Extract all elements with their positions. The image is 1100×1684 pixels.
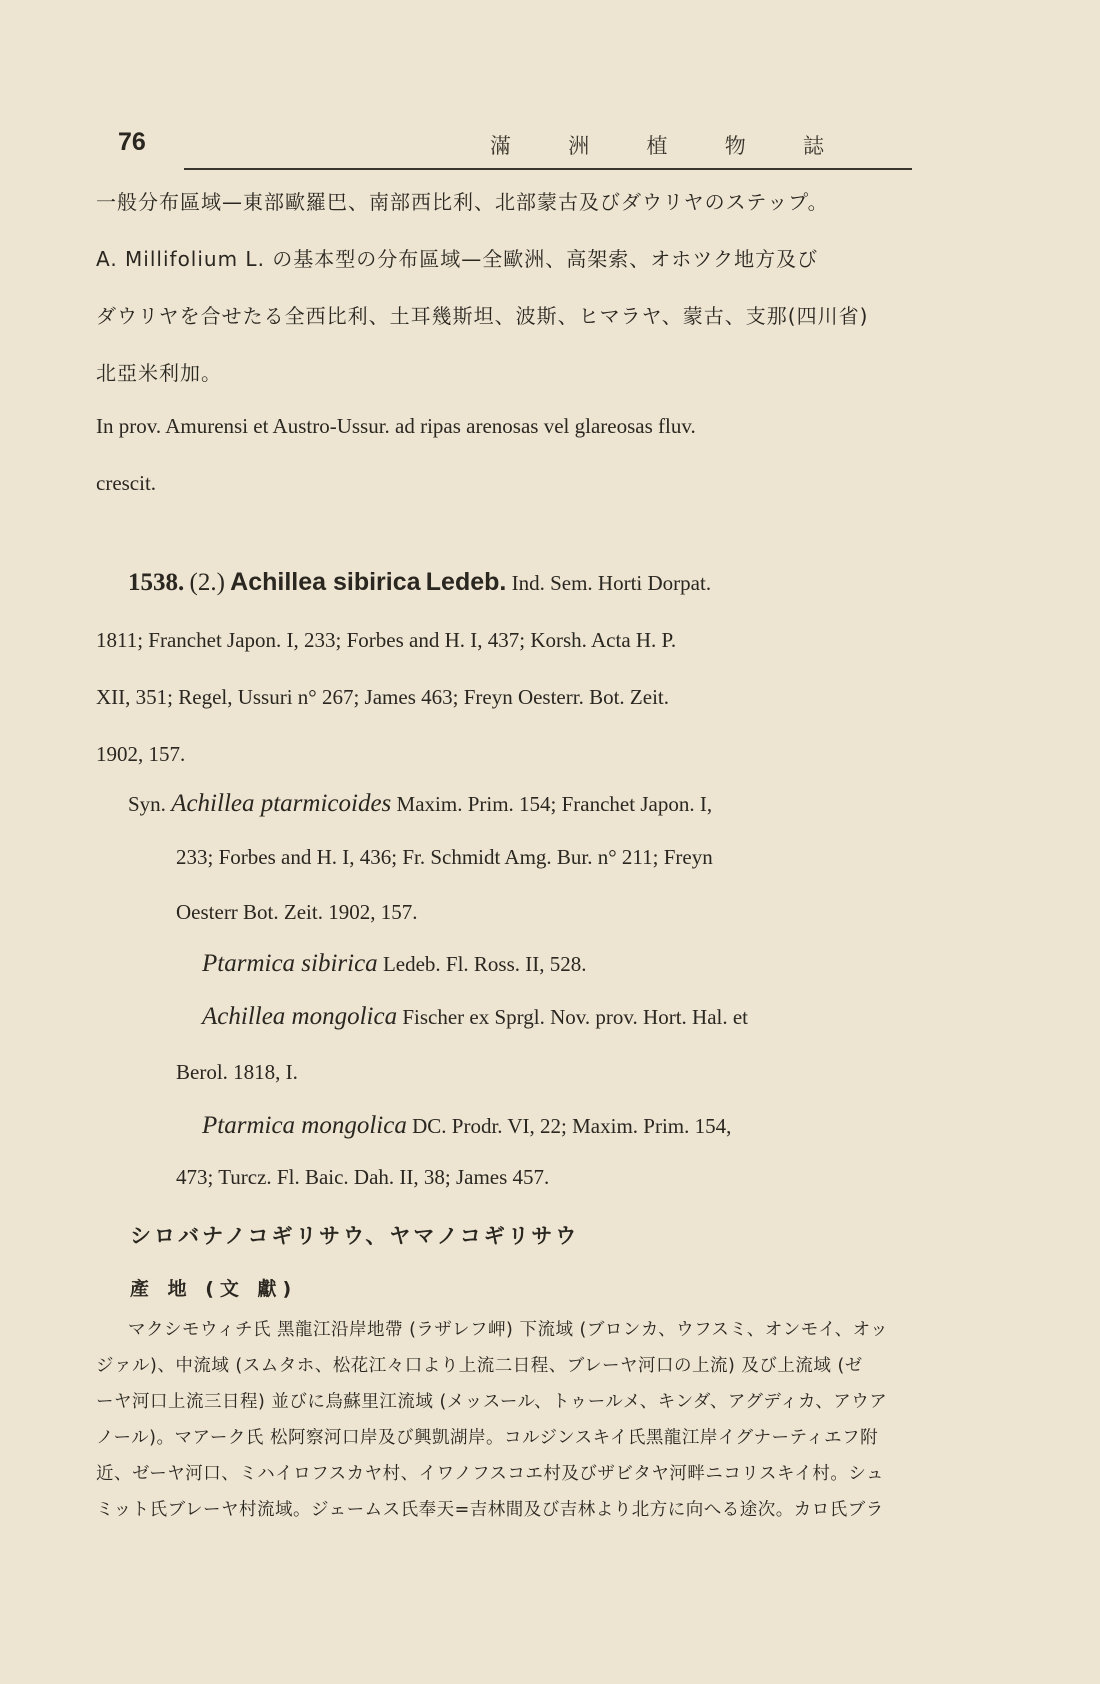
- locality-heading: 產 地 (文 獻): [130, 1278, 298, 1300]
- synonym-2-ref: Ledeb. Fl. Ross. II, 528.: [382, 952, 587, 976]
- synonym-3: [202, 1003, 748, 1031]
- synonym-1-name: Achillea ptarmicoides: [171, 790, 392, 817]
- synonym-1-ref-line-2: 233; Forbes and H. I, 436; Fr. Schmidt Amg. Bur. n° 211; Freyn: [176, 845, 713, 869]
- synonym-4: [202, 1112, 731, 1140]
- species-ref-head: Ind. Sem. Horti Dorpat.: [511, 571, 712, 595]
- distribution-line-2: A. Millifolium L. の基本型の分布區域—全歐洲、高架索、オホツク地方及び: [96, 247, 819, 271]
- synonym-1: [128, 790, 712, 818]
- species-name: Achillea sibirica: [230, 568, 421, 596]
- common-names: シロバナノコギリサウ、ヤマノコギリサウ: [130, 1224, 580, 1248]
- synonym-label: Syn.: [128, 792, 166, 816]
- synonym-4-name: Ptarmica mongolica: [202, 1112, 407, 1139]
- locality-line: マクシモウィチ氏 黑龍江沿岸地帶 (ラザレフ岬) 下流域 (ブロンカ、ウフスミ、オンモイ、オッ: [128, 1320, 889, 1340]
- species-number: 1538.: [128, 569, 185, 596]
- synonym-3-ref: Fischer ex Sprgl. Nov. prov. Hort. Hal. et: [402, 1005, 749, 1029]
- species-author: Ledeb.: [425, 568, 507, 596]
- synonym-2-name: Ptarmica sibirica: [202, 950, 378, 977]
- species-index: (2.): [189, 569, 225, 596]
- habitat-line-1: In prov. Amurensi et Austro-Ussur. ad ripas arenosas vel glareosas fluv.: [96, 414, 696, 438]
- species-ref-line-2: 1811; Franchet Japon. I, 233; Forbes and H. I, 437; Korsh. Acta H. P.: [96, 628, 677, 652]
- locality-line: ミット氏ブレーヤ村流域。ジェームス氏奉天=吉林間及び吉林より北方に向へる途次。カロ氏ブラ: [96, 1500, 884, 1520]
- distribution-line-4: 北亞米利加。: [96, 361, 222, 385]
- locality-line: ーヤ河口上流三日程) 並びに烏蘇里江流域 (メッスール、トゥールメ、キンダ、アグディカ、アウア: [96, 1392, 888, 1412]
- habitat-line-2: crescit.: [96, 471, 157, 495]
- synonym-1-ref: Maxim. Prim. 154; Franchet Japon. I,: [396, 792, 713, 816]
- locality-line: ジァル)、中流域 (スムタホ、松花江々口より上流二日程、ブレーヤ河口の上流) 及び上流域 (ゼ: [96, 1356, 863, 1376]
- page-header: [100, 128, 920, 162]
- distribution-line-1: 一般分布區域—東部歐羅巴、南部西比利、北部蒙古及びダウリヤのステップ。: [96, 190, 829, 214]
- synonym-4-ref-line-2: 473; Turcz. Fl. Baic. Dah. II, 38; James 457.: [176, 1165, 550, 1189]
- synonym-3-ref-line-2: Berol. 1818, I.: [176, 1060, 298, 1084]
- header-rule: [184, 168, 912, 170]
- synonym-1-ref-line-3: Oesterr Bot. Zeit. 1902, 157.: [176, 900, 418, 924]
- distribution-line-3: ダウリヤを合せたる全西比利、土耳幾斯坦、波斯、ヒマラヤ、蒙古、支那(四川省): [96, 304, 869, 328]
- synonym-2: [202, 950, 587, 978]
- running-title: 滿 洲 植 物 誌: [490, 134, 850, 158]
- species-heading: [128, 568, 711, 597]
- locality-line: 近、ゼーヤ河口、ミハイロフスカヤ村、イワノフスコエ村及びザビタヤ河畔ニコリスキイ村。シュ: [96, 1464, 884, 1484]
- species-ref-line-3: XII, 351; Regel, Ussuri n° 267; James 463; Freyn Oesterr. Bot. Zeit.: [96, 685, 669, 709]
- locality-line: ノール)。マアーク氏 松阿察河口岸及び興凱湖岸。コルジンスキイ氏黑龍江岸イグナーティエフ附: [96, 1428, 879, 1448]
- species-ref-line-4: 1902, 157.: [96, 742, 186, 766]
- synonym-3-name: Achillea mongolica: [202, 1003, 398, 1030]
- synonym-4-ref: DC. Prodr. VI, 22; Maxim. Prim. 154,: [412, 1114, 732, 1138]
- page-number: 76: [118, 128, 146, 156]
